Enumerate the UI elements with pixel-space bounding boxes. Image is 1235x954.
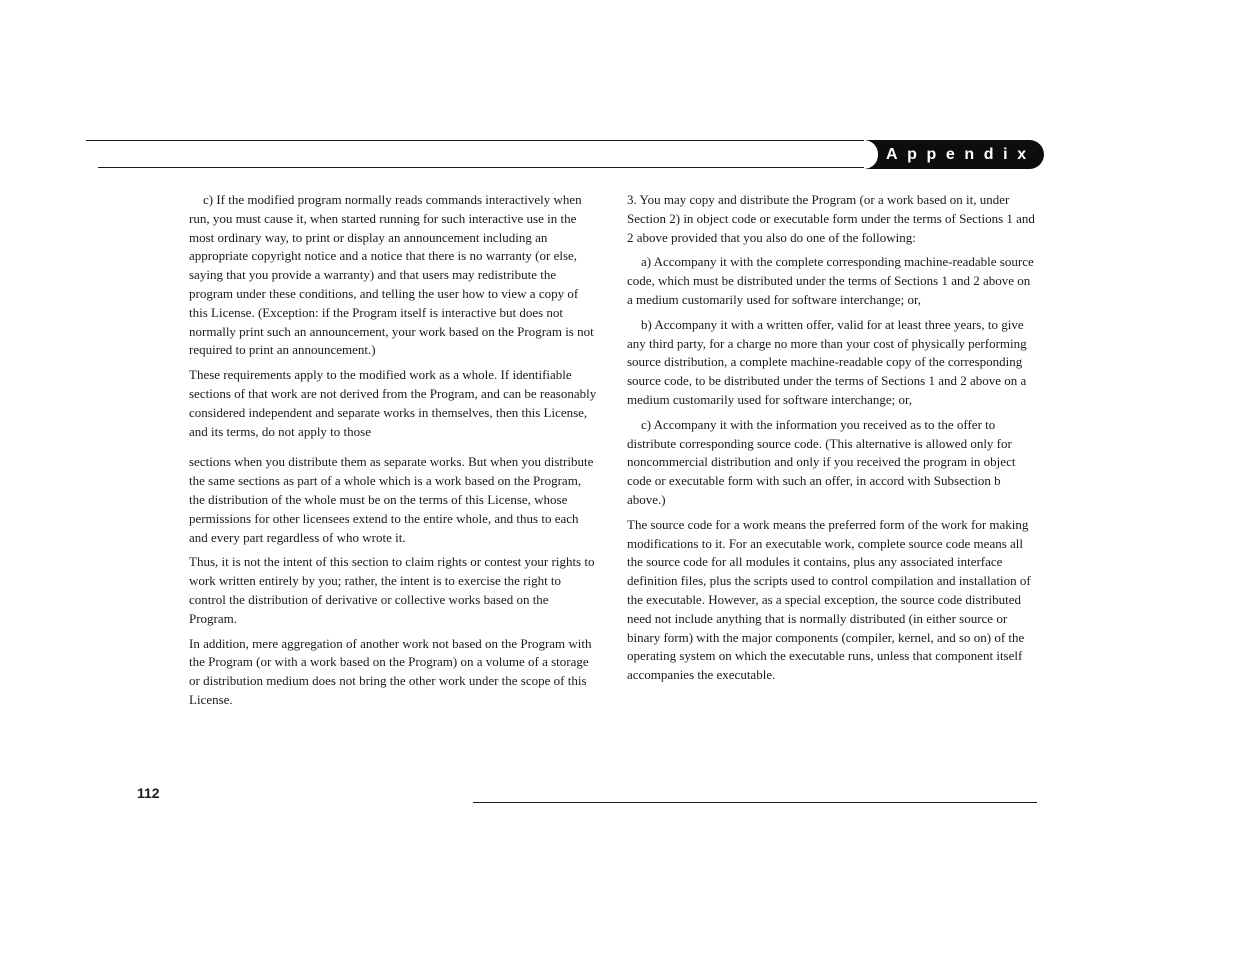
paragraph: c) Accompany it with the information you received as to the offer to distribute corresponding source code. (This alternative is allowed only for noncommercial distribution and only if you received the program in object code or executable form with such an offer, in accord with Subsection b above.) [627, 416, 1016, 507]
header-rule-top [86, 140, 876, 141]
right-column [627, 191, 1037, 691]
paragraph: b) Accompany it with a written offer, valid for at least three years, to give any third party, for a charge no more than your cost of physically performing source distribution, a complete machine-readable copy of the corresponding source code, to be distributed under the terms of Sections 1 and 2 above on a medium customarily used for software interchange; or, [627, 316, 1027, 407]
paragraph: In addition, mere aggregation of another work not based on the Program with the Program (or with a work based on the Program) on a volume of a storage or distribution medium does not bring the other work under the scope of this License. [189, 635, 592, 707]
section-label: Appendix A [886, 146, 1071, 163]
footer-rule [473, 802, 1037, 803]
paragraph: a) Accompany it with the complete corresponding machine-readable source code, which must be distributed under the terms of Sections 1 and 2 above on a medium customarily used for software interchange; or, [627, 254, 1034, 307]
section-tab [864, 140, 1071, 169]
paragraph: The source code for a work means the preferred form of the work for making modifications to it. For an executable work, complete source code means all the source code for all modules it contains, plus any associated interface definition files, plus the scripts used to control compilation and installation of the executable. However, as a special exception, the source code distributed need not include anything that is normally distributed (in either source or binary form) with the major components (compiler, kernel, and so on) of the operating system on which the executable runs, unless that component itself accompanies the executable. [627, 516, 1031, 683]
page-number: 112 [137, 785, 160, 801]
paragraph: c) If the modified program normally reads commands interactively when run, you must cause it, when started running for such interactive use in the most ordinary way, to print or display an announcement including an appropriate copyright notice and a notice that there is no warranty (or else, saying that you provide a warranty) and that users may redistribute the program under these conditions, and telling the user how to view a copy of this License. (Exception: if the Program itself is interactive but does not normally print such an announcement, your work based on the Program is not required to print an announcement.) [189, 192, 594, 358]
paragraph: 3. You may copy and distribute the Program (or a work based on it, under Section 2) in object code or executable form under the terms of Sections 1 and 2 above provided that you also do one of the following: [627, 192, 1035, 245]
paragraph: These requirements apply to the modified work as a whole. If identifiable sections of that work are not derived from the Program, and can be reasonably considered independent and separate works in themselves, then this License, and its terms, do not apply to those [189, 367, 597, 439]
paragraph: Thus, it is not the intent of this section to claim rights or contest your rights to work written entirely by you; rather, the intent is to exercise the right to control the distribution of derivative or collective works based on the Program. [189, 554, 595, 626]
header-rule-bottom [98, 167, 890, 168]
paragraph: sections when you distribute them as separate works. But when you distribute the same sections as part of a whole which is a work based on the Program, the distribution of the whole must be on the terms of this License, whose permissions for other licensees extend to the entire whole, and thus to each and every part regardless of who wrote it. [189, 454, 594, 545]
left-column [189, 191, 599, 716]
